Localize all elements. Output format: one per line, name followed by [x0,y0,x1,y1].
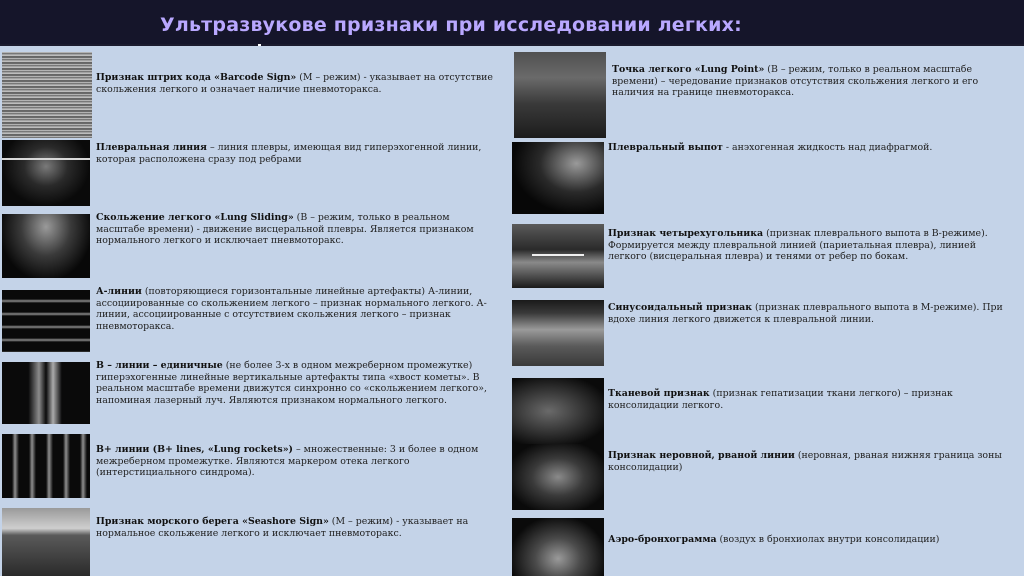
shred-sign-desc: (неровная, рваная нижняя граница зоны консолидации) [608,450,1002,473]
lung-sliding-desc: (В – режим, только в реальном масштабе времени) - движение висцеральной плевры. Является признаком нормального легкого и исключает пневмоторакс. [96,212,474,247]
pleural-line-term: Плевральная линия [96,142,207,153]
pleural-effusion-term: Плевральный выпот [608,142,723,153]
sinusoid-sign-image [512,300,604,366]
pleural-line-desc: – линия плевры, имеющая вид гиперэхогенной линии, которая расположена сразу под ребрами [96,142,482,165]
quad-sign-image [512,224,604,288]
seashore-sign-term: Признак морского берега «Seashore Sign» [96,516,329,527]
title-bar [0,0,1024,44]
b-plus-lines-desc: – множественные: 3 и более в одном межреберном промежутке. Являются маркером отека легкого (интерстициального синдрома). [96,444,479,479]
lung-sliding-text [96,212,496,247]
lung-point-text [612,64,1017,99]
lung-sliding-term: Скольжение легкого «Lung Sliding» [96,212,294,223]
seashore-sign-desc: (M – режим) - указывает на нормальное скольжение легкого и исключает пневмоторакс. [96,516,469,539]
b-lines-image [2,362,90,424]
barcode-sign-text [96,72,496,95]
tissue-sign-term: Тканевой признак [608,388,710,399]
sinusoid-sign-term: Синусоидальный признак [608,302,753,313]
quad-sign-desc: (признак плеврального выпота в В-режиме). Формируется между плевральной линией (париетальная плевра), линией легкого (висцеральная плевра) и тенями от ребер по бокам. [608,228,988,263]
b-lines-term: В – линии – единичные [96,360,223,371]
air-bronchogram-term: Аэро-бронхограмма [608,534,717,545]
pleural-line-image [2,140,90,206]
b-lines-text [96,360,496,406]
seashore-sign-text [96,516,496,539]
seashore-sign-image [2,508,90,576]
barcode-sign-desc: (M – режим) - указывает на отсутствие скольжения легкого и означает наличие пневмоторакса. [96,72,493,95]
b-lines-desc: (не более 3-х в одном межреберном промежутке) гиперэхогенные линейные вертикальные артефакты типа «хвост кометы». В реальном масштабе времени движутся синхронно со «скольжением легкого», напоминая лазерный луч. Являются признаком нормального легкого. [96,360,487,406]
air-bronchogram-text [608,534,1013,546]
lung-point-desc: (В – режим, только в реальном масштабе времени) – чередование признаков отсутствия скольжения легкого и его наличия на границе пневмоторакса. [612,64,979,99]
quad-sign-text [608,228,1013,263]
shred-sign-term: Признак неровной, рваной линии [608,450,795,461]
shred-sign-image [512,444,604,510]
slide-title: Ультразвукове признаки при исследовании легких: [160,14,742,36]
pleural-effusion-image [512,142,604,214]
b-plus-lines-text [96,444,496,479]
pleural-effusion-text [608,142,1013,154]
pleural-effusion-desc: - анэхогенная жидкость над диафрагмой. [722,142,933,153]
shred-sign-text [608,450,1013,473]
a-lines-desc: (повторяющиеся горизонтальные линейные артефакты) А-линии, ассоциированные со скольжением легкого – признак нормального легкого. А-линии, ассоциированные с отсутствием скольжения легкого – признак пневмоторакса. [96,286,487,332]
lung-point-term: Точка легкого «Lung Point» [612,64,765,75]
tissue-sign-desc: (признак гепатизации ткани легкого) – признак консолидации легкого. [608,388,953,411]
sinusoid-sign-desc: (признак плеврального выпота в М-режиме). При вдохе линия легкого движется к плевральной линии. [608,302,1003,325]
lung-sliding-image [2,214,90,278]
a-lines-image [2,290,90,352]
b-plus-lines-image [2,434,90,498]
lung-point-image [514,52,606,138]
b-plus-lines-term: В+ линии (В+ lines, «Lung rockets») [96,444,293,455]
barcode-sign-term: Признак штрих кода «Barcode Sign» [96,72,297,83]
a-lines-text [96,286,496,332]
air-bronchogram-image [512,518,604,576]
air-bronchogram-desc: (воздух в бронхиолах внутри консолидации) [716,534,940,545]
sinusoid-sign-text [608,302,1013,325]
tissue-sign-text [608,388,1013,411]
tissue-sign-image [512,378,604,444]
pleural-line-text [96,142,496,165]
barcode-sign-image [2,52,92,138]
quad-sign-term: Признак четырехугольника [608,228,764,239]
a-lines-term: А-линии [96,286,142,297]
content-panel [0,46,1024,576]
